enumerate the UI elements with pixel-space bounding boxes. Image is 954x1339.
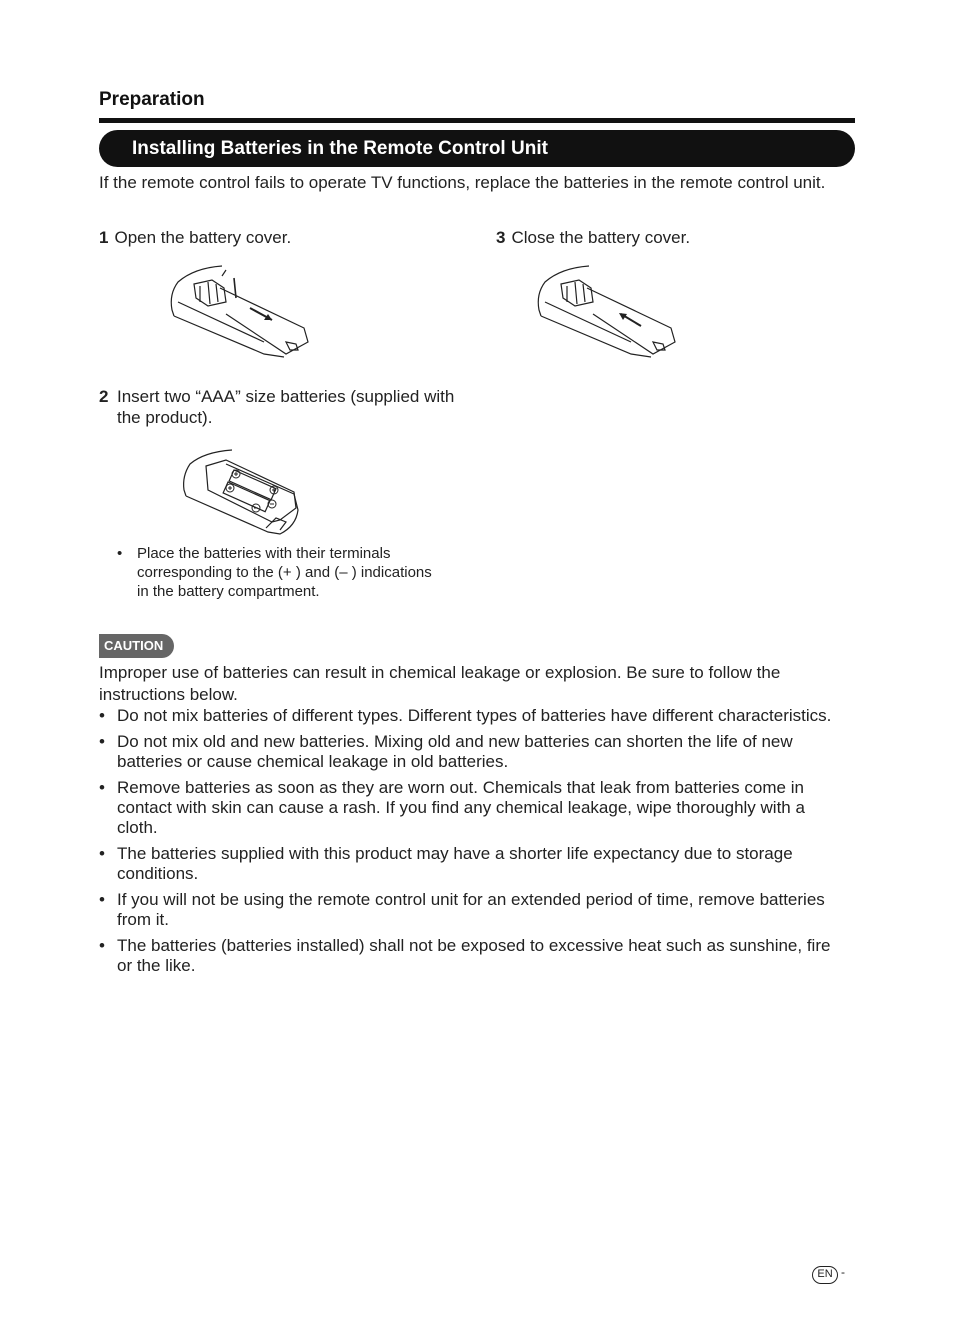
bullet: • [99, 844, 105, 863]
step-number: 3 [496, 228, 506, 247]
bullet: • [99, 936, 105, 955]
bullet: • [99, 732, 105, 751]
caution-list [99, 706, 849, 982]
step-number: 2 [99, 387, 109, 406]
step-number: 1 [99, 228, 109, 247]
section-rule [99, 118, 855, 123]
caution-item-text: The batteries supplied with this product may have a shorter life expectancy due to storage conditions. [117, 844, 793, 883]
intro-paragraph: If the remote control fails to operate TV functions, replace the batteries in the remote control unit. [99, 173, 826, 192]
step-text: Close the battery cover. [511, 228, 691, 247]
caution-item [99, 844, 849, 884]
caution-intro: Improper use of batteries can result in chemical leakage or explosion. Be sure to follow the instructions below. [99, 663, 781, 704]
banner-heading: Installing Batteries in the Remote Control Unit [99, 130, 855, 167]
section-title: Preparation [99, 89, 205, 110]
caution-item-text: Do not mix old and new batteries. Mixing old and new batteries can shorten the life of new batteries or cause chemical leakage in old batteries. [117, 732, 793, 771]
language-badge: EN [812, 1266, 838, 1284]
step-1 [99, 227, 459, 248]
caution-item-text: Do not mix batteries of different types. Different types of batteries have different characteristics. [117, 706, 832, 725]
caution-item [99, 890, 849, 930]
bullet: • [99, 706, 105, 725]
caution-item [99, 706, 849, 726]
caution-item [99, 936, 849, 976]
caution-item-text: If you will not be using the remote control unit for an extended period of time, remove batteries from it. [117, 890, 825, 929]
bullet: • [99, 778, 105, 797]
caution-item-text: Remove batteries as soon as they are worn out. Chemicals that leak from batteries come in contact with skin can cause a rash. If you find any chemical leakage, wipe thoroughly with a cloth. [117, 778, 805, 837]
bullet: • [99, 890, 105, 909]
caution-item [99, 778, 849, 838]
caution-item-text: The batteries (batteries installed) shall not be exposed to excessive heat such as sunshine, fire or the like. [117, 936, 831, 975]
step-text: Insert two “AAA” size batteries (supplied with the product). [117, 387, 455, 427]
step-3 [496, 227, 856, 248]
caution-item [99, 732, 849, 772]
step-2 [99, 386, 469, 428]
open-cover-illustration [164, 262, 314, 362]
insert-batteries-illustration [176, 446, 304, 538]
note-text: Place the batteries with their terminals corresponding to the (+ ) and (– ) indications in the battery compartment. [137, 545, 432, 600]
close-cover-illustration [531, 262, 681, 362]
caution-badge: CAUTION [99, 634, 174, 658]
note-bullet: • [117, 545, 123, 562]
page-number-suffix: - [841, 1265, 845, 1279]
terminal-note [117, 544, 447, 601]
step-text: Open the battery cover. [114, 228, 292, 247]
